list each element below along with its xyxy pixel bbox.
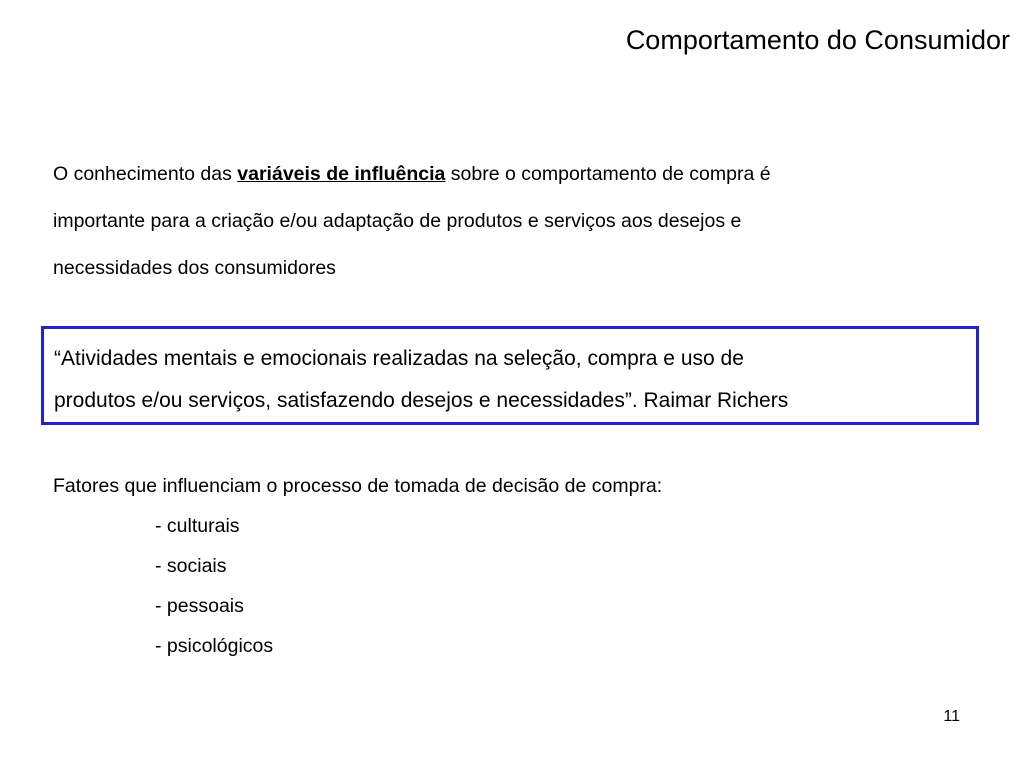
factors-list <box>53 506 662 666</box>
factors-section <box>53 466 662 666</box>
intro-keyword: variáveis de influência <box>237 163 446 185</box>
intro-line-1 <box>53 151 973 198</box>
quote-box <box>41 326 979 425</box>
factor-item-sociais: - sociais <box>155 555 227 577</box>
page-number: 11 <box>943 708 960 725</box>
quote-text <box>54 338 788 422</box>
intro-paragraph <box>53 151 973 292</box>
factor-item-psicologicos: - psicológicos <box>155 635 274 657</box>
intro-before: O conhecimento das <box>53 163 238 185</box>
factors-heading: Fatores que influenciam o processo de tomada de decisão de compra: <box>53 475 663 497</box>
slide-title: Comportamento do Consumidor <box>625 25 1010 55</box>
factor-item-culturais: - culturais <box>155 515 240 537</box>
intro-line-2: importante para a criação e/ou adaptação de produtos e serviços aos desejos e <box>53 210 742 232</box>
quote-line-1: “Atividades mentais e emocionais realizadas na seleção, compra e uso de <box>54 347 744 370</box>
intro-line-3: necessidades dos consumidores <box>53 257 336 279</box>
quote-line-2: produtos e/ou serviços, satisfazendo desejos e necessidades”. Raimar Richers <box>54 389 789 412</box>
factor-item-pessoais: - pessoais <box>155 595 244 617</box>
intro-after: sobre o comportamento de compra é <box>445 163 771 185</box>
